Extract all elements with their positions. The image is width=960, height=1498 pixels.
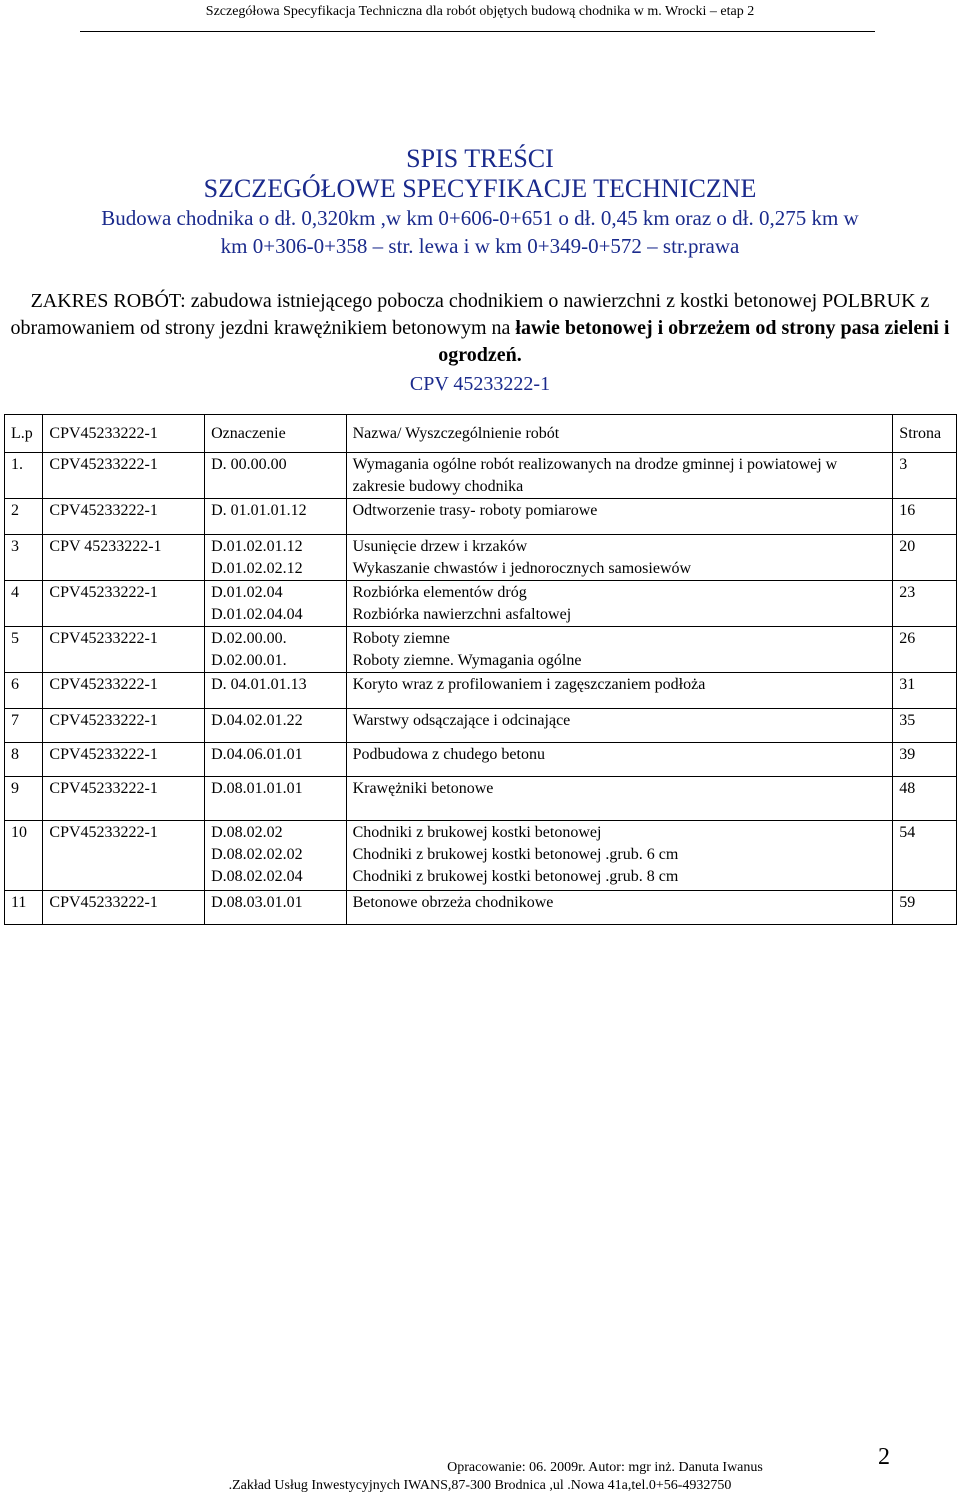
running-header: Szczegółowa Specyfikacja Techniczna dla robót objętych budową chodnika w m. Wrocki – etap 2	[205, 4, 755, 19]
spec-title: SZCZEGÓŁOWE SPECYFIKACJE TECHNICZNE	[203, 174, 757, 203]
cell-page-line: 31	[899, 676, 916, 693]
cell-name-line: Rozbiórka nawierzchni asfaltowej	[352, 606, 572, 623]
cell-lp	[5, 453, 43, 499]
cell-page	[893, 453, 957, 499]
cell-oznaczenie-line: D.01.02.04.04	[211, 606, 303, 623]
header-oznaczenie: Oznaczenie	[205, 415, 346, 453]
cell-name-line: Betonowe obrzeża chodnikowe	[352, 894, 554, 911]
scope-label: ZAKRES ROBÓT	[30, 290, 181, 312]
header-name: Nazwa/ Wyszczególnienie robót	[346, 415, 893, 453]
cell-name	[346, 535, 893, 581]
cell-cpv-line: CPV45233222-1	[49, 746, 158, 763]
cell-lp-line: 10	[11, 824, 27, 841]
cell-oznaczenie-line: D. 00.00.00	[211, 456, 287, 473]
cell-lp	[5, 743, 43, 777]
cell-oznaczenie-line: D.08.01.01.01	[211, 780, 303, 797]
table-header-row	[5, 415, 957, 453]
cell-oznaczenie	[205, 891, 346, 925]
cell-oznaczenie-line: D. 04.01.01.13	[211, 676, 307, 693]
cell-lp	[5, 581, 43, 627]
cell-page	[893, 535, 957, 581]
cell-oznaczenie-line: D.08.02.02.04	[211, 868, 303, 885]
cell-name	[346, 891, 893, 925]
cell-name	[346, 673, 893, 709]
cell-oznaczenie	[205, 453, 346, 499]
cell-page-line: 26	[899, 630, 916, 647]
scope-paragraph	[10, 288, 950, 369]
cell-name-line: Wymagania ogólne robót realizowanych na drodze gminnej i powiatowej w zakresie budowy chodnika	[352, 456, 838, 495]
cell-name	[346, 581, 893, 627]
cell-name-line: Wykaszanie chwastów i jednorocznych samosiewów	[352, 560, 692, 577]
cell-lp	[5, 777, 43, 821]
table-row	[5, 499, 957, 535]
cell-cpv-line: CPV45233222-1	[49, 824, 158, 841]
cell-name	[346, 743, 893, 777]
table-row	[5, 709, 957, 743]
table-row	[5, 535, 957, 581]
cell-lp	[5, 891, 43, 925]
cell-oznaczenie-line: D.02.00.01.	[211, 652, 287, 669]
cell-oznaczenie	[205, 821, 346, 891]
cell-oznaczenie	[205, 581, 346, 627]
cell-lp-line: 2	[11, 502, 19, 519]
cell-lp-line: 8	[11, 746, 19, 763]
cell-lp-line: 5	[11, 630, 19, 647]
cell-cpv	[43, 891, 205, 925]
cell-cpv-line: CPV45233222-1	[49, 502, 158, 519]
cell-lp-line: 9	[11, 780, 19, 797]
cell-name-line: Koryto wraz z profilowaniem i zagęszczaniem podłoża	[352, 676, 706, 693]
cell-cpv-line: CPV45233222-1	[49, 630, 158, 647]
cell-oznaczenie	[205, 673, 346, 709]
cell-cpv	[43, 499, 205, 535]
cell-page	[893, 709, 957, 743]
cell-cpv	[43, 743, 205, 777]
cell-page-line: 48	[899, 780, 916, 797]
cell-oznaczenie	[205, 627, 346, 673]
cell-page	[893, 673, 957, 709]
cell-page-line: 39	[899, 746, 916, 763]
project-line-2: km 0+306-0+358 – str. lewa i w km 0+349-0+572 – str.prawa	[220, 234, 740, 258]
footer-author: Opracowanie: 06. 2009r. Autor: mgr inż. Danuta Iwanus	[447, 1460, 763, 1475]
cell-oznaczenie-line: D.04.02.01.22	[211, 712, 303, 729]
cell-oznaczenie	[205, 777, 346, 821]
table-row	[5, 627, 957, 673]
cell-name-line: Rozbiórka elementów dróg	[352, 584, 527, 601]
cell-page	[893, 743, 957, 777]
cell-name	[346, 499, 893, 535]
cell-cpv	[43, 535, 205, 581]
cell-name-line: Usunięcie drzew i krzaków	[352, 538, 528, 555]
cell-lp	[5, 709, 43, 743]
cell-oznaczenie-line: D.08.02.02	[211, 824, 283, 841]
cell-cpv-line: CPV45233222-1	[49, 780, 158, 797]
cell-oznaczenie-line: D.02.00.00.	[211, 630, 287, 647]
cell-name-line: Warstwy odsączające i odcinające	[352, 712, 571, 729]
cell-cpv-line: CPV45233222-1	[49, 584, 158, 601]
cell-oznaczenie	[205, 535, 346, 581]
cell-page	[893, 499, 957, 535]
cell-name-line: Chodniki z brukowej kostki betonowej .grub. 8 cm	[352, 868, 679, 885]
cell-lp	[5, 821, 43, 891]
cell-cpv	[43, 627, 205, 673]
cell-lp	[5, 535, 43, 581]
cell-page-line: 59	[899, 894, 916, 911]
cell-cpv	[43, 709, 205, 743]
cell-oznaczenie-line: D.08.03.01.01	[211, 894, 303, 911]
title-block	[0, 144, 960, 260]
cell-lp	[5, 627, 43, 673]
cell-cpv-line: CPV45233222-1	[49, 712, 158, 729]
cpv-code: CPV 45233222-1	[409, 373, 551, 395]
table-row	[5, 743, 957, 777]
cell-oznaczenie	[205, 709, 346, 743]
scope-text: : zabudowa istniejącego pobocza chodnikiem o nawierzchni z kostki betonowej POLBRUK z obramowaniem od strony jezdni krawężnikiem betonowym na	[10, 290, 930, 339]
cell-name-line: Roboty ziemne	[352, 630, 450, 647]
cell-oznaczenie-line: D.04.06.01.01	[211, 746, 303, 763]
cell-name-line: Krawężniki betonowe	[352, 780, 494, 797]
cell-oznaczenie-line: D. 01.01.01.12	[211, 502, 307, 519]
cell-oznaczenie-line: D.01.02.02.12	[211, 560, 303, 577]
cell-oznaczenie-line: D.01.02.01.12	[211, 538, 303, 555]
cell-name-line: Roboty ziemne. Wymagania ogólne	[352, 652, 582, 669]
cell-cpv	[43, 821, 205, 891]
cell-page-line: 35	[899, 712, 916, 729]
cell-lp-line: 4	[11, 584, 19, 601]
cell-name-line: Chodniki z brukowej kostki betonowej	[352, 824, 602, 841]
table-row	[5, 673, 957, 709]
cell-page-line: 54	[899, 824, 916, 841]
cell-name-line: Podbudowa z chudego betonu	[352, 746, 545, 763]
scope-text-bold: ławie betonowej i obrzeżem od strony pasa zieleni i ogrodzeń.	[438, 317, 950, 366]
cell-cpv-line: CPV45233222-1	[49, 456, 158, 473]
cell-name	[346, 821, 893, 891]
cell-page	[893, 777, 957, 821]
toc-table	[4, 414, 957, 925]
cell-name	[346, 709, 893, 743]
toc-title: SPIS TREŚCI	[406, 144, 554, 173]
cell-lp-line: 11	[11, 894, 27, 911]
cell-page	[893, 581, 957, 627]
cell-page	[893, 891, 957, 925]
cell-lp	[5, 673, 43, 709]
cell-oznaczenie-line: D.01.02.04	[211, 584, 283, 601]
header-cpv: CPV45233222-1	[43, 415, 205, 453]
cell-oznaczenie-line: D.08.02.02.02	[211, 846, 303, 863]
cell-cpv	[43, 581, 205, 627]
table-row	[5, 891, 957, 925]
cell-page-line: 23	[899, 584, 916, 601]
cell-cpv	[43, 453, 205, 499]
cell-page-line: 16	[899, 502, 916, 519]
cell-cpv-line: CPV45233222-1	[49, 894, 158, 911]
cell-name-line: Odtworzenie trasy- roboty pomiarowe	[352, 502, 598, 519]
cell-lp	[5, 499, 43, 535]
cell-cpv	[43, 673, 205, 709]
header-lp: L.p	[5, 415, 43, 453]
cell-lp-line: 3	[11, 538, 19, 555]
table-row	[5, 777, 957, 821]
cell-page-line: 20	[899, 538, 916, 555]
cell-page-line: 3	[899, 456, 908, 473]
cell-page	[893, 821, 957, 891]
table-row	[5, 581, 957, 627]
table-row	[5, 453, 957, 499]
project-line-1: Budowa chodnika o dł. 0,320km ,w km 0+606-0+651 o dł. 0,45 km oraz o dł. 0,275 km w	[101, 206, 859, 230]
footer-company: .Zakład Usług Inwestycyjnych IWANS,87-300 Brodnica ,ul .Nowa 41a,tel.0+56-4932750	[228, 1478, 732, 1493]
page-number: 2	[878, 1444, 890, 1470]
cell-lp-line: 1.	[11, 456, 23, 473]
cell-lp-line: 7	[11, 712, 19, 729]
header-rule	[80, 31, 875, 32]
cell-name	[346, 627, 893, 673]
cell-page	[893, 627, 957, 673]
cell-lp-line: 6	[11, 676, 19, 693]
header-page: Strona	[893, 415, 957, 453]
cell-oznaczenie	[205, 743, 346, 777]
cell-name	[346, 453, 893, 499]
cell-cpv-line: CPV 45233222-1	[49, 538, 162, 555]
cell-name-line: Chodniki z brukowej kostki betonowej .grub. 6 cm	[352, 846, 679, 863]
table-row	[5, 821, 957, 891]
cell-cpv	[43, 777, 205, 821]
cell-name	[346, 777, 893, 821]
cell-oznaczenie	[205, 499, 346, 535]
cell-cpv-line: CPV45233222-1	[49, 676, 158, 693]
